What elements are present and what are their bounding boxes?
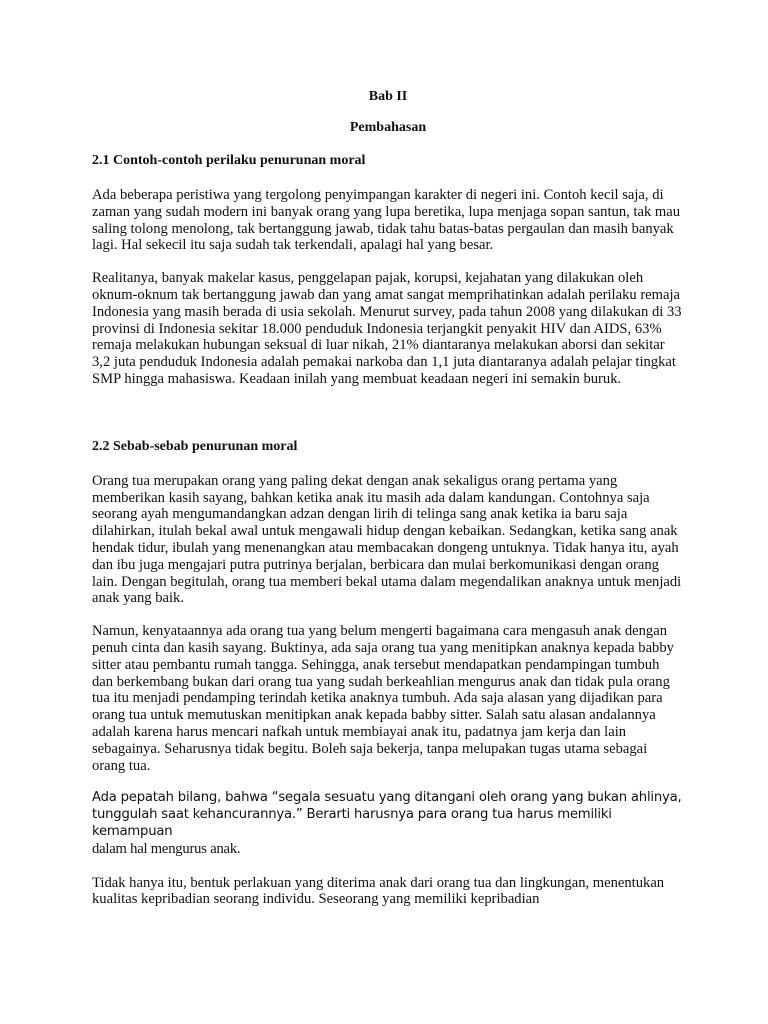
- paragraph: Realitanya, banyak makelar kasus, penggelapan pajak, korupsi, kejahatan yang dilakukan oleh oknum-oknum tak bertanggung jawab dan yang amat sangat memprihatinkan adalah perilaku remaja Indonesia yang masih berada di usia sekolah. Menurut survey, pada tahun 2008 yang dilakukan di 33 provinsi di Indonesia sekitar 18.000 penduduk Indonesia terjangkit penyakit HIV dan AIDS, 63% remaja melakukan hubungan seksual di luar nikah, 21% diantaranya melakukan aborsi dan sekitar 3,2 juta penduduk Indonesia adalah pemakai narkoba dan 1,1 juta diantaranya adalah pelajar tingkat SMP hingga mahasiswa. Keadaan inilah yang membuat keadaan negeri ini semakin buruk.: [92, 270, 682, 387]
- proverb-text: Ada pepatah bilang, bahwa “segala sesuatu yang ditangani oleh orang yang bukan ahlinya, tunggulah saat kehancurannya.” Berarti harusnya para orang tua harus memiliki kemampuan: [92, 790, 682, 839]
- document-page: [92, 88, 684, 924]
- page-title: Pembahasan: [349, 120, 427, 135]
- paragraph-proverb: [92, 790, 684, 858]
- paragraph: Orang tua merupakan orang yang paling dekat dengan anak sekaligus orang pertama yang memberikan kasih sayang, bahkan ketika anak itu masih ada dalam kandungan. Contohnya saja seorang ayah mengumandangkan adzan dengan lirih di telinga sang anak ketika ia baru saja dilahirkan, itulah bekal awal untuk mengawali hidup dengan kebaikan. Sedangkan, ketika sang anak hendak tidur, ibulah yang menenangkan atau membacakan dongeng untuknya. Tidak hanya itu, ayah dan ibu juga mengajari putra putrinya berjalan, berbicara dan mulai berkomunikasi dengan orang lain. Dengan begitulah, orang tua memberi bekal utama dalam megendalikan anaknya untuk menjadi anak yang baik.: [92, 472, 682, 607]
- paragraph: Namun, kenyataannya ada orang tua yang belum mengerti bagaimana cara mengasuh anak dengan penuh cinta dan kasih sayang. Buktinya, ada saja orang tua yang menitipkan anaknya kepada babby sitter atau pembantu rumah tangga. Sehingga, anak tersebut mendapatkan pendampingan tumbuh dan berkembang bukan dari orang tua yang sudah berkeahlian mengurus anak dan tidak pula orang tua itu menjadi pendamping terindah ketika anaknya tumbuh. Ada saja alasan yang dijadikan para orang tua untuk memutuskan menitipkan anak kepada babby sitter. Salah satu alasan andalannya adalah karena harus mencari nafkah untuk membiayai anak itu, padatnya jam kerja dan lain sebagainya. Seharusnya tidak begitu. Boleh saja bekerja, tanpa melupakan tugas utama sebagai orang tua.: [92, 623, 674, 774]
- proverb-tail: dalam hal mengurus anak.: [92, 840, 241, 857]
- paragraph: Tidak hanya itu, bentuk perlakuan yang diterima anak dari orang tua dan lingkungan, menentukan kualitas kepribadian seorang individu. Seseorang yang memiliki kepribadian: [92, 874, 665, 908]
- paragraph: Ada beberapa peristiwa yang tergolong penyimpangan karakter di negeri ini. Contoh kecil saja, di zaman yang sudah modern ini banyak orang yang lupa beretika, lupa menjaga sopan santun, tak mau saling tolong menolong, tak bertanggung jawab, tidak tahu batas-batas pergaulan dan masih banyak lagi. Hal sekecil itu saja sudah tak terkendali, apalagi hal yang besar.: [92, 187, 681, 254]
- chapter-heading: Bab II: [368, 89, 408, 104]
- section-heading-2-2: 2.2 Sebab-sebab penurunan moral: [92, 438, 298, 454]
- section-heading-2-1: 2.1 Contoh-contoh perilaku penurunan moral: [92, 153, 366, 168]
